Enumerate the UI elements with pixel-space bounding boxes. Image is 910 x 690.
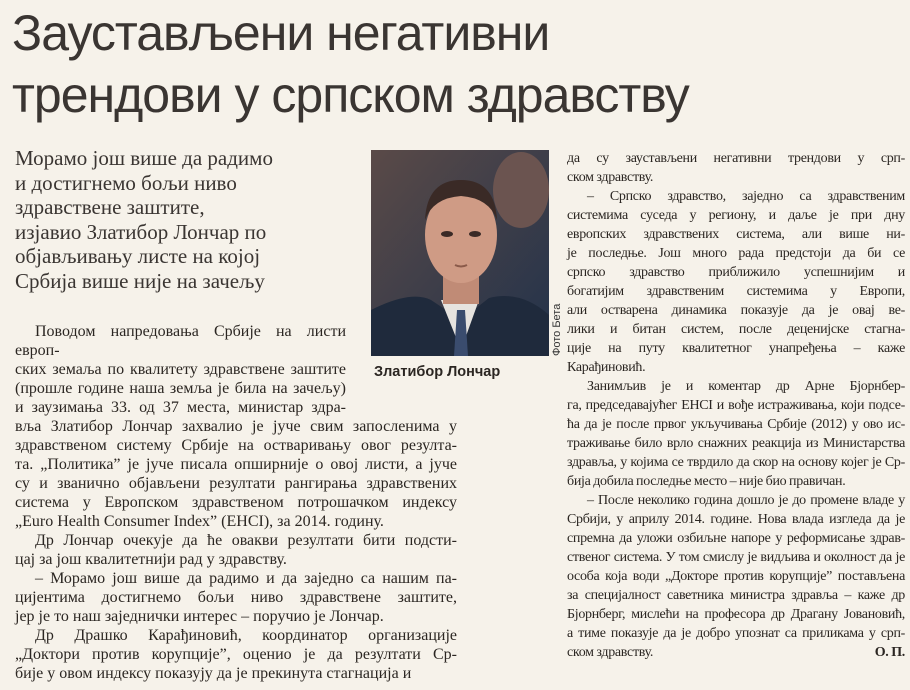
paragraph: [15, 569, 457, 626]
paragraph: [567, 149, 905, 187]
text-line: цај за још квалитетнији рад у здравству.: [15, 551, 287, 568]
text-line: је последње. Још много рада предстоји да би се: [567, 246, 905, 261]
paragraph: [15, 531, 457, 569]
subtitle-line: изјавио Златибор Лончар по: [15, 219, 267, 244]
left-column: [15, 322, 457, 683]
text-line: та. „Политика” је јуче писала опширније о овој листи, а јуче: [15, 456, 457, 473]
text-line: га, председавајућег ЕНСI и вође истраживања, који подсе-: [567, 398, 905, 413]
text-line: системима суседа у региону, и даље је при дну: [567, 208, 905, 223]
paragraph: [567, 491, 905, 662]
text-line: особа која води „Докторе против корупције” постављена: [567, 569, 905, 584]
text-line: траживање било врло снажних реакција из Министарства: [567, 436, 905, 451]
text-line: али остварена динамика показује да је овај ве-: [567, 303, 905, 318]
text-line: ском здравству.: [567, 170, 654, 185]
text-line: бија добила последње место – није био правичан.: [567, 474, 846, 489]
text-line: система у Европском здравственом потрошачком индексу: [15, 494, 457, 511]
text-line: а тиме показује да је добро упознат са приликама у срп-: [567, 626, 905, 641]
subtitle-line: Морамо још више да радимо: [15, 146, 273, 170]
text-line: богатијим здравственим системима у Европи,: [567, 284, 905, 299]
subtitle-line: и достигнемо бољи ниво: [15, 170, 237, 195]
text-line: ћа да је после првог укључивања Србије (2012) у ово ис-: [567, 417, 905, 432]
text-line: (прошле године наша земља је била на зачељу): [15, 380, 346, 397]
title-line: Заустављени негативни: [12, 5, 550, 61]
text-line: лики и битан систем, после деценијске стагна-: [567, 322, 905, 337]
article-subtitle: [15, 146, 355, 294]
text-line: ском здравству. О. П.: [567, 645, 905, 660]
text-line: – После неколико година дошло је до промене владе у: [587, 493, 905, 508]
text-line: „Доктори против корупције”, оценио је да резултати Ср-: [15, 646, 457, 663]
text-line: Др Лончар очекује да ће овакви резултати бити подсти-: [35, 532, 457, 549]
subtitle-line: објављивању листе на којој: [15, 244, 261, 269]
article-title: [12, 2, 902, 126]
text-line: Др Драшко Карађиновић, координатор организације: [35, 627, 457, 644]
text-line: бије у овом индексу показују да је прекинута стагнација и: [15, 665, 412, 682]
text-line: српско здравство приближило успешнијим и: [567, 265, 905, 280]
paragraph: [15, 322, 457, 531]
paragraph: [567, 377, 905, 491]
subtitle-line: Србија више није на зачељу: [15, 268, 265, 293]
text-line: Србији, у априлу 2014. године. Нова влада изгледа да је: [567, 512, 905, 527]
text-line: да су заустављени негативни трендови у срп-: [567, 151, 905, 166]
author-signature: О. П.: [874, 645, 905, 660]
text-line: спремна да уложи озбиљне напоре у реформисање здрав-: [567, 531, 905, 546]
text-line: вља Златибор Лончар захвалио је јуче свим запосленима у: [15, 418, 457, 435]
text-line: ственог система. У том смислу је видљива и околност да је: [567, 550, 905, 565]
text-line: и заузимања 33. од 37 места, министар здра-: [15, 399, 346, 416]
text-line: ских земаља по квалитету здравствене заштите: [15, 361, 346, 378]
paragraph: [15, 626, 457, 683]
text-line: ције на путу квалитетног унапређења – каже: [567, 341, 905, 356]
text-line: јер је то наш заједнички интерес – поручио је Лончар.: [15, 608, 384, 625]
subtitle-line: здравствене заштите,: [15, 195, 205, 220]
text-line: Поводом напредовања Србије на листи европ-: [15, 323, 346, 359]
paragraph: [567, 187, 905, 377]
text-line: за специјалност саветника министра здравља – каже др: [567, 588, 905, 603]
text-line: здравственом систему Србије на остваривању овог резулта-: [15, 437, 457, 454]
text-line: – Српско здравство, заједно са здравственим: [587, 189, 905, 204]
text-line: Бјорнберг, мислећи на професора др Драгану Јовановић,: [567, 607, 905, 622]
text-line: Карађиновић.: [567, 360, 646, 375]
text-line: – Морамо још више да радимо и да заједно са нашим па-: [35, 570, 457, 587]
photo-caption: Златибор Лончар: [374, 364, 501, 380]
text-line: су и званично објављени резултати рангирања здравствених: [15, 475, 457, 492]
right-column: [567, 149, 905, 662]
text-line: цијентима достигнемо бољи ниво здравствене заштите,: [15, 589, 457, 606]
photo-credit: Фото Бета: [551, 303, 563, 356]
text-line: европских здравствених система, али више ни-: [567, 227, 905, 242]
text-line: Занимљив је и коментар др Арне Бјорнбер-: [587, 379, 905, 394]
title-line: трендови у српском здравству: [12, 67, 689, 123]
text-line: здравља, у којима се тврдило да скор на основу којег је Ср-: [567, 455, 905, 470]
text-line: „Euro Health Consumer Index” (EHCI), за 2014. годину.: [15, 513, 384, 530]
